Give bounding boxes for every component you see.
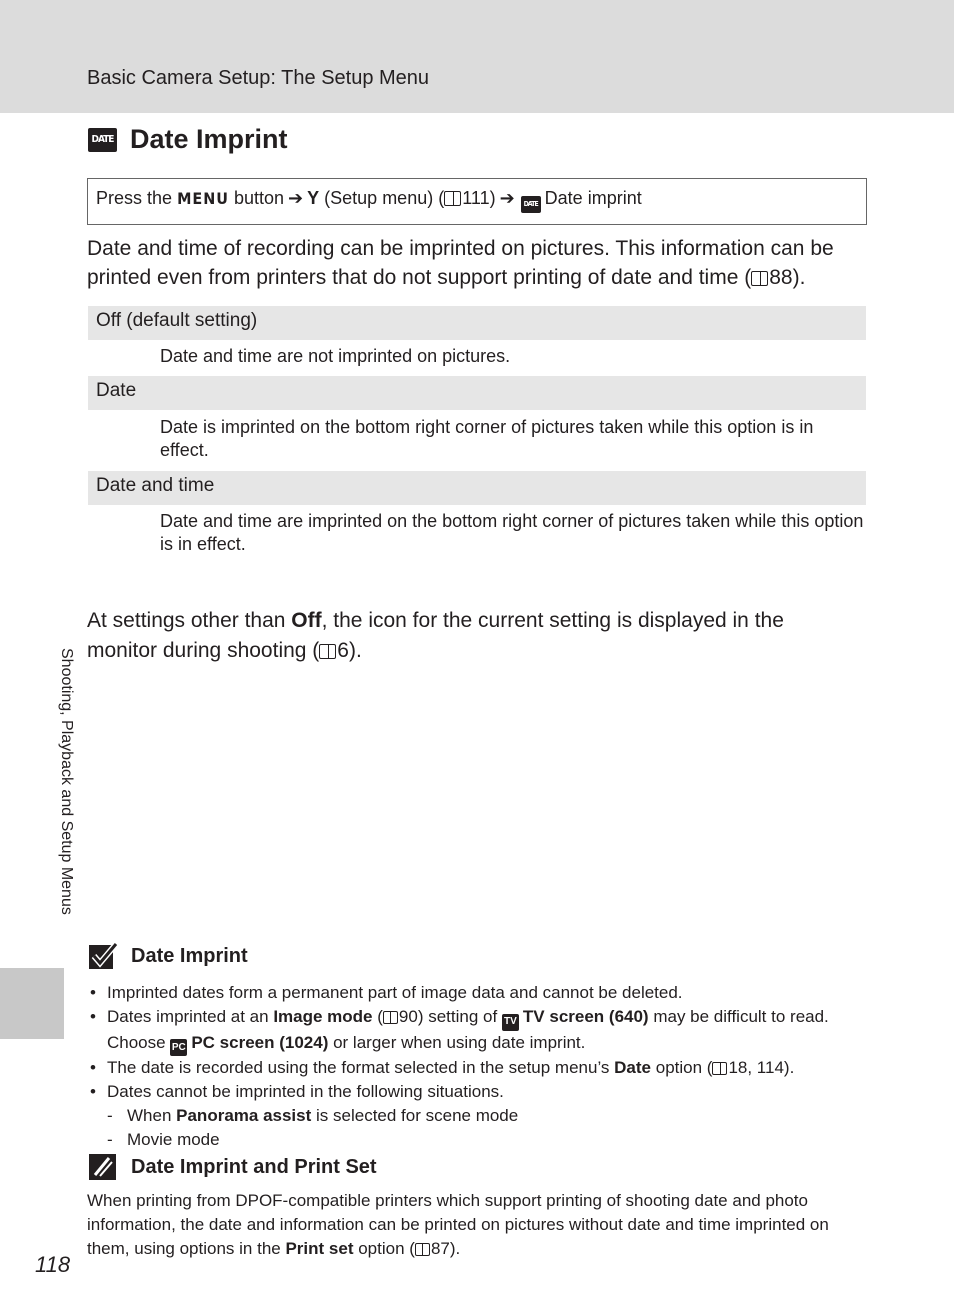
print-set-text-b: option ( [353, 1239, 415, 1258]
bullet-2-bold-image-mode: Image mode [273, 1007, 373, 1026]
header-band [0, 0, 954, 113]
nav-button-text: button [233, 188, 285, 208]
print-set-ref: 87). [430, 1239, 461, 1258]
bullet-2-bold-tv: TV screen (640) [522, 1007, 649, 1026]
bullet-3-ref: 18, 114). [728, 1058, 795, 1077]
bullet-2-bold-pc: PC screen (1024) [191, 1032, 329, 1052]
note-date-imprint-title: Date Imprint [131, 944, 248, 967]
date-imprint-icon: DATE [521, 196, 541, 213]
tv-screen-icon: TV [502, 1014, 519, 1031]
option-desc-date: Date is imprinted on the bottom right corner of pictures taken while this option is in effect. [160, 417, 814, 460]
option-label-off: Off (default setting) [88, 306, 866, 340]
book-reference-icon [319, 644, 336, 659]
sidebar-tab [0, 968, 64, 1039]
section-header: Basic Camera Setup: The Setup Menu [87, 67, 430, 89]
option-label-date: Date [88, 376, 866, 410]
nav-press-text: Press the [96, 188, 173, 208]
bullet-2-ref: 90) setting of [398, 1007, 502, 1026]
nav-ref-text: 111) [462, 188, 496, 208]
book-reference-icon [712, 1062, 727, 1075]
dash-1-text-b: is selected for scene mode [311, 1106, 519, 1125]
print-set-text-a: When printing from DPOF-compatible printers which support printing of shooting date and photo information, the date and information can be printed on pictures without date and time imprinted on them, using options in the [87, 1191, 829, 1258]
para2-ref: 6). [337, 639, 362, 662]
book-reference-icon [415, 1243, 430, 1256]
page-title-row [88, 124, 288, 155]
menu-button-glyph: MENU [177, 189, 229, 208]
intro-paragraph [87, 234, 862, 292]
intro-text: Date and time of recording can be imprinted on pictures. This information can be printed even from printers that do not support printing of date and time ( [87, 237, 834, 289]
bullet-2-text-b: ( [372, 1007, 383, 1026]
menu-path-box [87, 178, 867, 225]
pencil-note-icon [88, 1153, 118, 1181]
para2-text-b: , the icon for the current setting is displayed in the monitor during shooting ( [87, 609, 784, 662]
pc-screen-icon: PC [170, 1039, 187, 1056]
bullet-3-text-b: option ( [651, 1058, 713, 1077]
dash-1-bold: Panorama assist [176, 1106, 312, 1125]
settings-paragraph [87, 606, 847, 666]
option-desc-date-and-time: Date and time are imprinted on the bottom right corner of pictures taken while this option is in effect. [160, 511, 864, 554]
date-imprint-icon: DATE [88, 128, 117, 152]
dash-2-text: Movie mode [127, 1130, 220, 1149]
bullet-2-text-a: Dates imprinted at an [107, 1007, 274, 1026]
wrench-icon: Y [307, 188, 320, 208]
bullet-4-text: Dates cannot be imprinted in the following situations. [107, 1082, 504, 1101]
option-label-date-and-time: Date and time [88, 471, 866, 505]
book-reference-icon [444, 191, 461, 206]
note-date-imprint-list [90, 981, 870, 1152]
arrow-right-icon: ➔ [499, 188, 515, 208]
bullet-2-text-d: or larger when using date imprint. [328, 1032, 586, 1052]
bullet-3-text-a: The date is recorded using the format selected in the setup menu’s [107, 1058, 615, 1077]
list-item [90, 981, 870, 1005]
nav-item-text: Date imprint [544, 188, 642, 208]
arrow-right-icon: ➔ [288, 188, 304, 208]
sidebar-section-label: Shooting, Playback and Setup Menus [58, 648, 75, 915]
list-item [90, 1104, 870, 1128]
intro-ref: 88). [769, 266, 806, 289]
list-item [90, 1005, 870, 1056]
print-set-bold: Print set [285, 1239, 354, 1258]
check-note-icon [88, 942, 118, 970]
page-number: 118 [35, 1252, 71, 1277]
option-desc-off: Date and time are not imprinted on pictures. [160, 346, 511, 366]
list-item [90, 1128, 870, 1152]
print-set-paragraph [87, 1189, 867, 1261]
para2-text-a: At settings other than [87, 609, 292, 632]
book-reference-icon [751, 271, 768, 286]
nav-setup-menu-text: (Setup menu) ( [324, 188, 445, 208]
note-print-set-title: Date Imprint and Print Set [131, 1155, 377, 1178]
bullet-3-bold: Date [614, 1058, 652, 1077]
page-title: Date Imprint [130, 124, 288, 154]
note-date-imprint-heading [88, 942, 248, 970]
list-item [90, 1056, 870, 1080]
bullet-1-text: Imprinted dates form a permanent part of image data and cannot be deleted. [107, 983, 683, 1002]
book-reference-icon [383, 1011, 398, 1024]
list-item [90, 1080, 870, 1104]
bullet-2-text-c: may be difficult to read. Choose [107, 1007, 829, 1052]
dash-1-text-a: When [127, 1106, 177, 1125]
para2-bold: Off [291, 609, 322, 632]
note-print-set-heading [88, 1153, 377, 1181]
